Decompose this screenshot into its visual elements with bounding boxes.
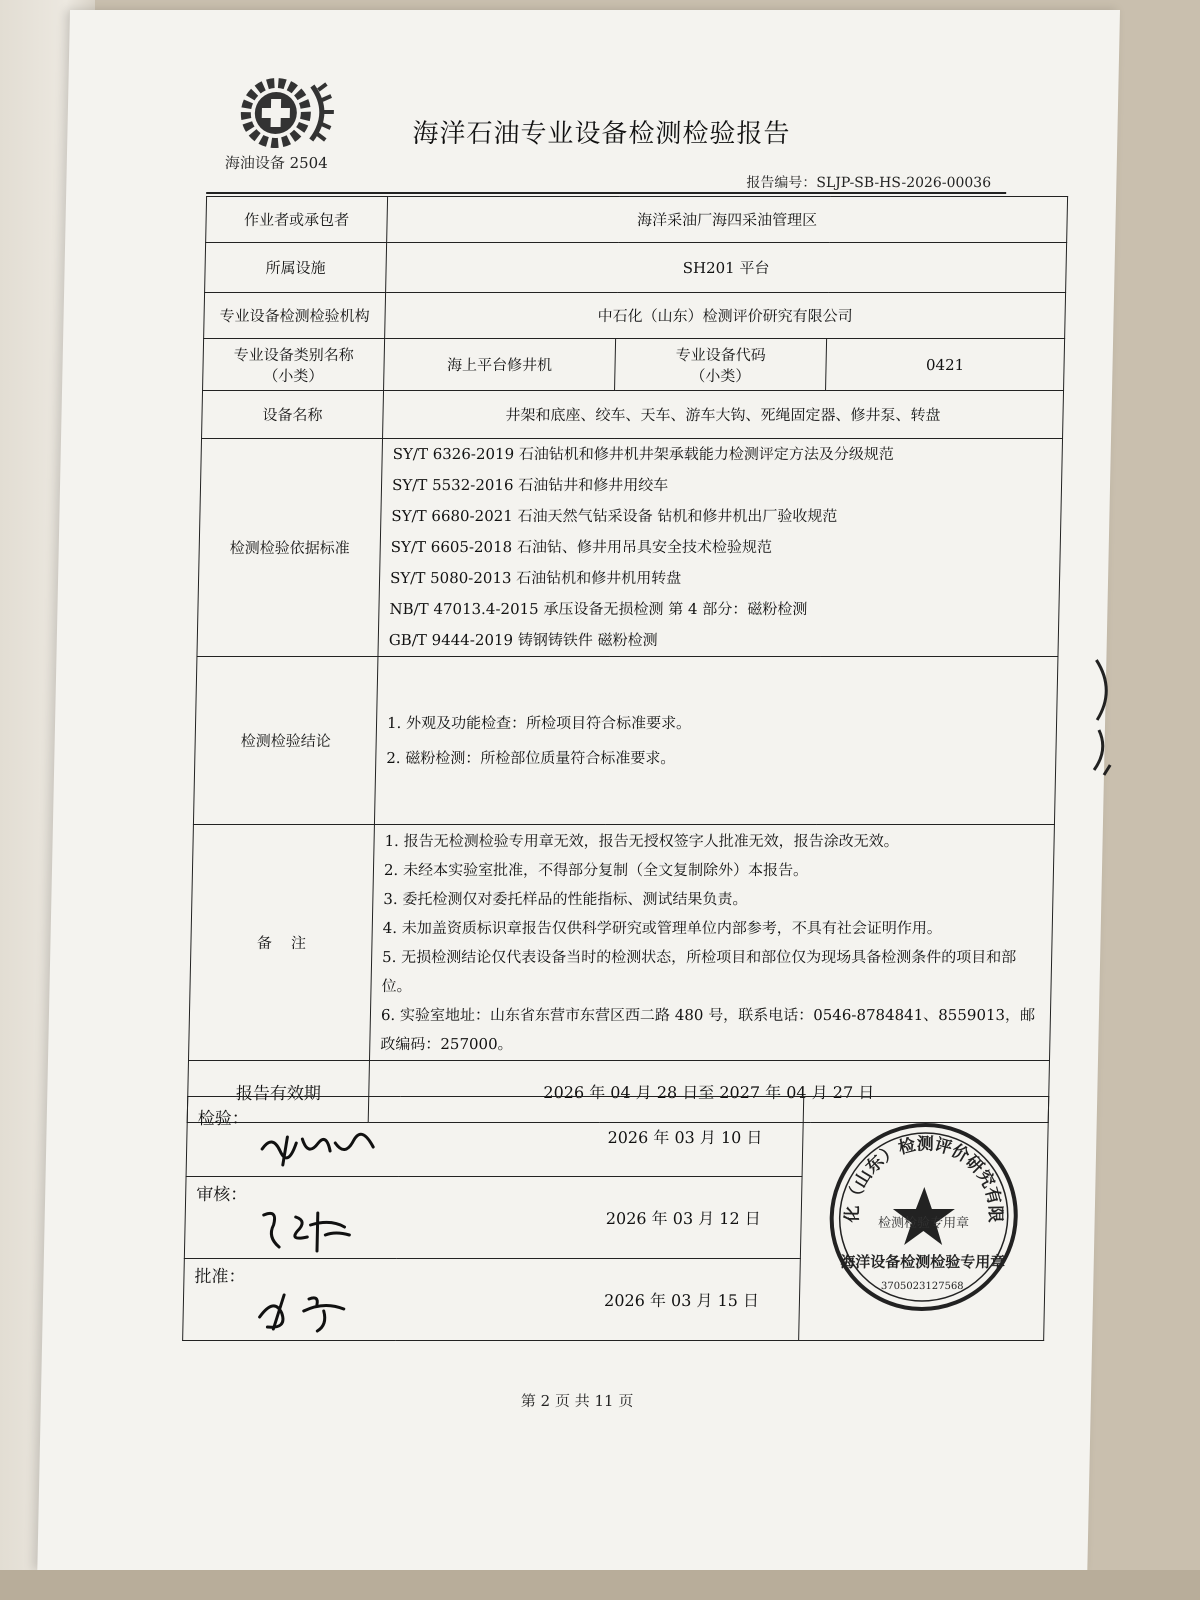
facility-value: SH201 平台 bbox=[386, 243, 1067, 293]
standards-list bbox=[378, 439, 1063, 657]
category-label-line1: 专业设备类别名称 bbox=[233, 345, 354, 364]
notes-list bbox=[369, 825, 1054, 1061]
operator-row bbox=[206, 197, 1068, 243]
approver-signature bbox=[253, 1287, 364, 1337]
review-date: 2026 年 03 月 12 日 bbox=[397, 1177, 802, 1259]
agency-label: 专业设备检测检验机构 bbox=[204, 293, 386, 339]
agency-row bbox=[204, 293, 1066, 339]
binder-edge-mark bbox=[1083, 650, 1126, 800]
note-item: 3. 委托检测仅对委托样品的性能指标、测试结果负责。 bbox=[383, 889, 748, 908]
standard-item: GB/T 9444-2019 铸钢铸铁件 磁粉检测 bbox=[388, 631, 658, 649]
inspect-cell bbox=[186, 1097, 400, 1177]
standard-item: SY/T 6326-2019 石油钻机和修井机井架承载能力检测评定方法及分级规范 bbox=[392, 445, 895, 463]
inspection-seal bbox=[822, 1117, 1026, 1317]
logo-caption: 海油设备 2504 bbox=[224, 154, 328, 172]
page-number: 第 2 页 共 11 页 bbox=[520, 1392, 634, 1410]
report-page bbox=[37, 10, 1120, 1570]
standard-item: SY/T 6680-2021 石油天然气钻采设备 钻机和修井机出厂验收规范 bbox=[391, 507, 838, 525]
operator-label: 作业者或承包者 bbox=[206, 197, 388, 243]
conclusion-label: 检测检验结论 bbox=[193, 657, 378, 825]
note-item: 2. 未经本实验室批准，不得部分复制（全文复制除外）本报告。 bbox=[383, 860, 809, 879]
notes-label: 备 注 bbox=[188, 825, 374, 1061]
code-label-line1: 专业设备代码 bbox=[675, 345, 766, 364]
category-label bbox=[203, 339, 385, 391]
standard-item: SY/T 5532-2016 石油钻井和修井用绞车 bbox=[391, 476, 669, 494]
seal-cell bbox=[799, 1097, 1049, 1341]
reviewer-signature bbox=[255, 1205, 366, 1255]
desk-surface bbox=[0, 1570, 1200, 1600]
standard-item: SY/T 5080-2013 石油钻机和修井机用转盘 bbox=[389, 569, 682, 587]
conclusion-row bbox=[193, 657, 1058, 825]
category-label-line2: （小类） bbox=[263, 366, 324, 385]
note-item: 5. 无损检测结论仅代表设备当时的检测状态，所检项目和部位仅为现场具备检测条件的项目和部位。 bbox=[381, 947, 1017, 995]
report-number bbox=[746, 172, 991, 192]
report-number-label: 报告编号： bbox=[746, 175, 817, 191]
equipment-label: 设备名称 bbox=[202, 391, 384, 439]
standards-label: 检测检验依据标准 bbox=[197, 439, 383, 657]
conclusion-item: 1. 外观及功能检查：所检项目符合标准要求。 bbox=[386, 713, 692, 732]
operator-value: 海洋采油厂海四采油管理区 bbox=[387, 197, 1068, 243]
signature-row-inspect bbox=[186, 1097, 1049, 1177]
code-label-line2: （小类） bbox=[690, 366, 751, 385]
category-row bbox=[203, 339, 1065, 391]
seal-ring-text: 中石化（山东）检测评价研究有限公司 bbox=[842, 1134, 1005, 1223]
review-cell bbox=[184, 1177, 398, 1259]
safety-cross-logo bbox=[227, 68, 349, 158]
equipment-value: 井架和底座、绞车、天车、游车大钩、死绳固定器、修井泵、转盘 bbox=[383, 391, 1064, 439]
inspect-label: 检验： bbox=[197, 1109, 249, 1129]
equipment-row bbox=[202, 391, 1064, 439]
standards-row bbox=[197, 439, 1063, 657]
note-item: 6. 实验室地址：山东省东营市东营区西二路 480 号，联系电话：0546-8784841、8559013，邮政编码：257000。 bbox=[380, 1005, 1036, 1053]
inspect-date: 2026 年 03 月 10 日 bbox=[399, 1097, 804, 1177]
code-value: 0421 bbox=[826, 339, 1065, 391]
approve-date: 2026 年 03 月 15 日 bbox=[395, 1259, 800, 1341]
note-item: 1. 报告无检测检验专用章无效，报告无授权签字人批准无效，报告涂改无效。 bbox=[384, 831, 899, 850]
code-label bbox=[615, 339, 827, 391]
standard-item: NB/T 47013.4-2015 承压设备无损检测 第 4 部分：磁粉检测 bbox=[389, 600, 808, 618]
note-item: 4. 未加盖资质标识章报告仅供科学研究或管理单位内部参考，不具有社会证明作用。 bbox=[382, 918, 943, 937]
conclusion-list bbox=[374, 657, 1058, 825]
seal-number: 3705023127568 bbox=[880, 1280, 964, 1292]
category-value: 海上平台修井机 bbox=[384, 339, 616, 391]
approve-label: 批准： bbox=[194, 1267, 246, 1287]
approve-cell bbox=[183, 1259, 397, 1341]
agency-value: 中石化（山东）检测评价研究有限公司 bbox=[385, 293, 1066, 339]
report-title: 海洋石油专业设备检测检验报告 bbox=[412, 119, 791, 149]
report-table bbox=[187, 196, 1068, 1123]
header-rule bbox=[206, 192, 1006, 194]
facility-row bbox=[205, 243, 1067, 293]
notes-row bbox=[188, 825, 1054, 1061]
conclusion-item: 2. 磁粉检测：所检部位质量符合标准要求。 bbox=[386, 748, 676, 767]
review-label: 审核： bbox=[195, 1185, 248, 1205]
standard-item: SY/T 6605-2018 石油钻、修井用吊具安全技术检验规范 bbox=[390, 538, 773, 556]
inspector-signature bbox=[257, 1129, 378, 1169]
validity-value: 2026 年 04 月 28 日至 2027 年 04 月 27 日 bbox=[368, 1061, 1049, 1123]
facility-label: 所属设施 bbox=[205, 243, 387, 293]
seal-bottom-text: 海洋设备检测检验专用章 bbox=[840, 1252, 1006, 1271]
seal-center-text: 检测检验专用章 bbox=[877, 1215, 970, 1231]
validity-label: 报告有效期 bbox=[187, 1061, 369, 1123]
report-number-value: SLJP-SB-HS-2026-00036 bbox=[816, 175, 992, 191]
signature-table bbox=[182, 1096, 1049, 1341]
